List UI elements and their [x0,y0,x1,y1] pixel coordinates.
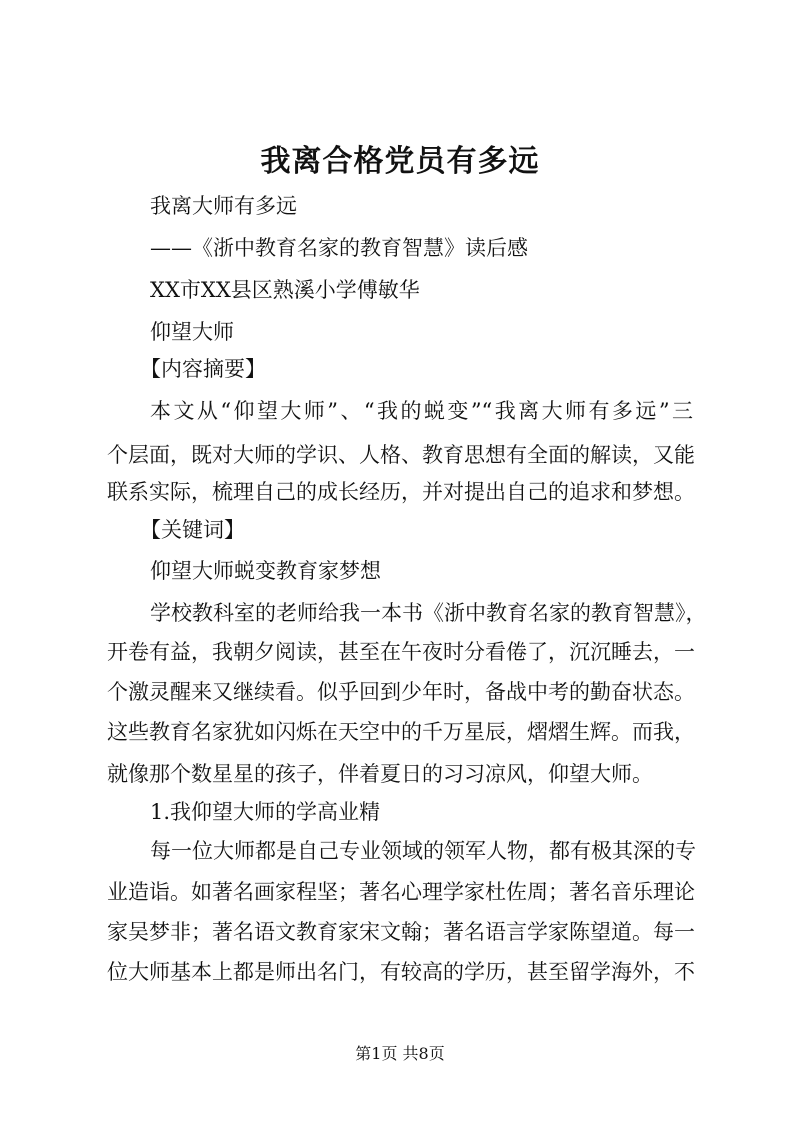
body-paragraph-line: 开卷有益，我朝夕阅读，甚至在午夜时分看倦了，沉沉睡去，一 [107,640,695,664]
body-paragraph-line: 业造诣。如著名画家程坚；著名心理学家杜佐周；著名音乐理论 [107,880,695,904]
body-paragraph-line: 就像那个数星星的孩子，伴着夏日的习习凉风，仰望大师。 [107,762,653,786]
body-paragraph-line: 家吴梦非；著名语文教育家宋文翰；著名语言学家陈望道。每一 [107,920,695,944]
keywords-heading-line: 【关键词】 [140,518,245,542]
body-paragraph-line: 这些教育名家犹如闪烁在天空中的千万星辰，熠熠生辉。而我， [107,720,695,744]
article-title-line: 我离大师有多远 [150,194,297,218]
subsection-heading-line: 1.我仰望大师的学高业精 [150,800,381,824]
summary-heading-line: 【内容摘要】 [140,357,266,381]
body-paragraph-line: 学校教科室的老师给我一本书《浙中教育名家的教育智慧》， [150,601,707,625]
summary-paragraph-line: 个层面，既对大师的学识、人格、教育思想有全面的解读，又能 [107,443,695,467]
keywords-line: 仰望大师蜕变教育家梦想 [150,559,381,583]
article-subtitle-line: ——《浙中教育名家的教育智慧》读后感 [150,236,528,260]
body-paragraph-line: 位大师基本上都是师出名门，有较高的学历，甚至留学海外，不 [107,960,695,984]
page-number-footer: 第1页 共8页 [355,1044,445,1063]
document-title: 我离合格党员有多远 [260,144,540,179]
section-heading-line: 仰望大师 [150,320,234,344]
author-line: XX市XX县区熟溪小学傅敏华 [150,278,420,302]
summary-paragraph-line: 联系实际，梳理自己的成长经历，并对提出自己的追求和梦想。 [107,480,695,504]
summary-paragraph-line: 本文从“仰望大师”、“我的蜕变”“我离大师有多远”三 [150,399,693,423]
body-paragraph-line: 个激灵醒来又继续看。似乎回到少年时，备战中考的勤奋状态。 [107,680,695,704]
body-paragraph-line: 每一位大师都是自己专业领域的领军人物，都有极其深的专 [150,839,696,863]
